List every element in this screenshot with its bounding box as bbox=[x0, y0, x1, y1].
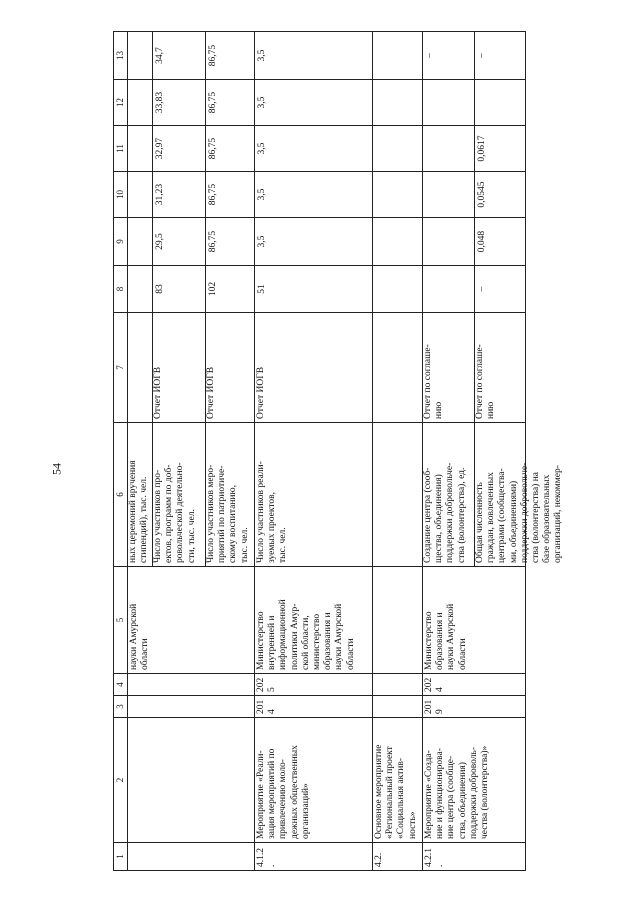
value-cell bbox=[128, 80, 255, 126]
col-header-2: 2 bbox=[114, 718, 128, 843]
cell-line: ской области, bbox=[300, 615, 311, 670]
start-year bbox=[128, 696, 255, 718]
cell-value: 32,97 bbox=[155, 137, 165, 160]
cell-line: зация мероприятий по bbox=[267, 748, 278, 839]
indicator-cell bbox=[423, 423, 564, 567]
sub-cell bbox=[475, 32, 525, 79]
sub-cell bbox=[475, 266, 525, 312]
sub-cell bbox=[206, 266, 254, 312]
cell-value: – bbox=[477, 286, 487, 292]
sub-cell bbox=[153, 423, 206, 566]
sub-cell bbox=[153, 80, 206, 125]
sub-cell bbox=[423, 126, 475, 171]
source-cell bbox=[423, 313, 526, 423]
cell-value: 31,23 bbox=[155, 183, 165, 206]
sub-cell bbox=[475, 313, 525, 422]
cell-line: поддержки добровольче- bbox=[445, 462, 456, 563]
value-cell: 51 bbox=[255, 266, 373, 313]
sub-cell bbox=[206, 32, 254, 79]
start-year bbox=[373, 696, 423, 718]
cell-value: 29,5 bbox=[155, 233, 165, 250]
cell-line: скому воспитанию, bbox=[228, 485, 239, 563]
value-cell bbox=[423, 172, 526, 218]
cell-value: 0,0617 bbox=[477, 135, 487, 162]
sub-cell bbox=[128, 172, 153, 217]
sub-cell bbox=[153, 266, 206, 312]
cell-line: Мероприятие «Созда- bbox=[424, 750, 434, 839]
value-cell bbox=[373, 126, 423, 172]
sub-cell bbox=[153, 126, 206, 171]
sub-cell bbox=[128, 32, 153, 79]
sub-cell bbox=[423, 80, 475, 125]
col-header-6: 6 bbox=[114, 423, 128, 567]
cell-line: сти, тыс. чел. bbox=[186, 509, 197, 563]
cell-line: области bbox=[140, 638, 151, 670]
activity-name bbox=[423, 718, 526, 843]
sub-cell bbox=[153, 172, 206, 217]
cell-line: науки Амурской bbox=[334, 603, 345, 670]
cell-line: ние и функционирова- bbox=[435, 748, 446, 839]
value-cell bbox=[373, 218, 423, 266]
value-cell: 3,5 bbox=[255, 126, 373, 172]
cell-line: поддержки добровольче- bbox=[519, 462, 530, 563]
source-cell bbox=[128, 313, 255, 423]
cell-line: ектов, программ по доб- bbox=[164, 464, 175, 563]
cell-line: науки Амурской bbox=[446, 603, 457, 670]
cell-line: стипендий), тыс. чел. bbox=[139, 476, 150, 563]
cell-line: дежных общественных bbox=[289, 745, 300, 839]
table-row-4-1-2 bbox=[255, 32, 373, 871]
value-cell bbox=[128, 126, 255, 172]
value-cell: 3,5 bbox=[255, 80, 373, 126]
col-header-4: 4 bbox=[114, 674, 128, 696]
value-cell bbox=[423, 266, 526, 313]
cell-line: ства (волонтерства), ед. bbox=[456, 467, 467, 563]
cell-line: ных церемоний вручения bbox=[128, 460, 138, 563]
cell-value: 86,75 bbox=[208, 230, 218, 253]
sub-cell bbox=[206, 126, 254, 171]
value-cell bbox=[128, 172, 255, 218]
value-cell bbox=[423, 80, 526, 126]
row-number bbox=[128, 843, 255, 871]
cell-line: Отчет ИОГВ bbox=[206, 366, 216, 419]
activity-name bbox=[128, 718, 255, 843]
indicator-cell bbox=[373, 423, 423, 567]
cell-line: ровольческой деятельно- bbox=[175, 462, 186, 563]
rotated-table-wrapper bbox=[113, 32, 564, 871]
activity-name bbox=[373, 718, 423, 843]
cell-value: 86,75 bbox=[208, 183, 218, 206]
sub-cell bbox=[423, 313, 475, 422]
end-year bbox=[373, 674, 423, 696]
table-row-4-2-1 bbox=[423, 32, 526, 871]
cell-line: Министерство bbox=[256, 611, 266, 670]
col-header-12: 12 bbox=[114, 80, 128, 126]
value-cell bbox=[128, 32, 255, 80]
sub-cell bbox=[423, 218, 475, 265]
start-year: 2019 bbox=[423, 696, 526, 718]
sub-cell bbox=[128, 313, 153, 422]
responsible-executor bbox=[128, 567, 255, 674]
indicator-cell bbox=[128, 423, 255, 567]
end-year: 2024 bbox=[423, 674, 526, 696]
cell-line: нию bbox=[486, 401, 497, 419]
col-header-11: 11 bbox=[114, 126, 128, 172]
cell-line: «Региональный проект bbox=[385, 746, 396, 839]
sub-cell bbox=[206, 80, 254, 125]
col-header-13: 13 bbox=[114, 32, 128, 80]
end-year bbox=[128, 674, 255, 696]
cell-line: области bbox=[345, 638, 356, 670]
col-header-9: 9 bbox=[114, 218, 128, 266]
value-cell: 3,5 bbox=[255, 218, 373, 266]
value-cell bbox=[128, 218, 255, 266]
cell-line: политики Амур- bbox=[289, 603, 300, 670]
row-number: 4.2.1. bbox=[423, 843, 526, 871]
cell-line: центрами (сообщества- bbox=[497, 468, 508, 563]
responsible-executor bbox=[423, 567, 526, 674]
header-row bbox=[114, 32, 128, 871]
cell-value: 83 bbox=[155, 284, 165, 294]
cell-line: ность» bbox=[407, 811, 418, 839]
sub-cell bbox=[475, 126, 525, 171]
cell-line: базе образовательных bbox=[542, 474, 553, 563]
cell-line: Отчет ИОГВ bbox=[256, 366, 266, 419]
row-number: 4.2. bbox=[373, 843, 423, 871]
sub-cell bbox=[128, 80, 153, 125]
sub-cell bbox=[128, 218, 153, 265]
sub-cell bbox=[423, 266, 475, 312]
indicator-cell bbox=[255, 423, 373, 567]
cell-line: внутренней и bbox=[267, 615, 278, 670]
sub-cell bbox=[206, 218, 254, 265]
cell-line: Мероприятие «Реали- bbox=[256, 750, 266, 839]
page-number: 54 bbox=[49, 463, 64, 475]
sub-cell bbox=[475, 218, 525, 265]
sub-cell bbox=[475, 423, 564, 566]
value-cell bbox=[423, 126, 526, 172]
cell-value: 86,75 bbox=[208, 91, 218, 114]
col-header-1: 1 bbox=[114, 843, 128, 871]
col-header-7: 7 bbox=[114, 313, 128, 423]
cell-value: 0,0545 bbox=[477, 181, 487, 208]
sub-cell bbox=[423, 32, 475, 79]
cell-value: – bbox=[477, 53, 487, 58]
cell-line: Общая численность bbox=[475, 482, 485, 563]
cell-value: 33,83 bbox=[155, 91, 165, 114]
value-cell: 3,5 bbox=[255, 32, 373, 80]
cell-line: тыс. чел. bbox=[278, 527, 289, 563]
sub-cell bbox=[423, 172, 475, 217]
cell-line: области bbox=[457, 638, 468, 670]
source-cell bbox=[373, 313, 423, 423]
cell-value: 86,75 bbox=[208, 137, 218, 160]
cell-line: Отчет по соглаше- bbox=[475, 344, 485, 419]
sub-cell bbox=[128, 266, 153, 312]
cell-value: 34,7 bbox=[155, 47, 165, 64]
table-row-4-2 bbox=[373, 32, 423, 871]
cell-line: Число участников реали- bbox=[256, 461, 266, 563]
cell-line: щества, объединения) bbox=[434, 474, 445, 563]
col-header-10: 10 bbox=[114, 172, 128, 218]
sub-cell bbox=[206, 423, 254, 566]
col-header-5: 5 bbox=[114, 567, 128, 674]
cell-line: чества (волонтерства)» bbox=[480, 745, 491, 839]
end-year: 2025 bbox=[255, 674, 373, 696]
sub-cell bbox=[128, 126, 153, 171]
cell-line: организаций» bbox=[300, 783, 311, 839]
cell-line: зуемых проектов, bbox=[267, 492, 278, 563]
cell-value: 86,75 bbox=[208, 44, 218, 67]
cell-line: поддержки доброволь- bbox=[468, 746, 479, 839]
value-cell bbox=[128, 266, 255, 313]
sub-cell bbox=[153, 32, 206, 79]
value-cell bbox=[373, 32, 423, 80]
sub-cell bbox=[153, 218, 206, 265]
cell-line: науки Амурской bbox=[129, 603, 139, 670]
cell-value: 0,048 bbox=[477, 230, 487, 253]
cell-line: Создание центра (сооб- bbox=[423, 467, 433, 563]
cell-line: нию bbox=[434, 401, 445, 419]
cell-line: приятий по патриотиче- bbox=[217, 465, 228, 563]
cell-line: министерство bbox=[312, 613, 323, 670]
sub-cell bbox=[475, 172, 525, 217]
sub-cell bbox=[128, 423, 153, 566]
cell-line: привлечению моло- bbox=[278, 759, 289, 839]
sub-cell bbox=[475, 80, 525, 125]
cell-line: граждан, вовлеченных bbox=[486, 472, 497, 563]
cell-line: тыс. чел. bbox=[239, 527, 250, 563]
col-header-8: 8 bbox=[114, 266, 128, 313]
cell-line: ства (волонтерства) на bbox=[531, 471, 542, 563]
source-cell bbox=[255, 313, 373, 423]
cell-line: информационной bbox=[278, 599, 289, 670]
cell-line: Число участников про- bbox=[153, 469, 163, 563]
sub-cell bbox=[206, 313, 254, 422]
cell-line: ние центра (сообще- bbox=[446, 755, 457, 839]
cell-line: ми, объединениями) bbox=[508, 480, 519, 563]
cell-line: «Социальная актив- bbox=[396, 757, 407, 839]
cell-line: организаций, некоммер- bbox=[553, 465, 564, 563]
activity-name bbox=[255, 718, 373, 843]
value-cell bbox=[423, 218, 526, 266]
cell-line: Отчет ИОГВ bbox=[153, 366, 163, 419]
cell-line: Министерство bbox=[424, 611, 434, 670]
value-cell bbox=[373, 266, 423, 313]
sub-cell bbox=[423, 423, 475, 566]
cell-value: – bbox=[425, 53, 435, 58]
cell-value: 102 bbox=[208, 281, 218, 297]
cell-line: образования и bbox=[323, 612, 334, 670]
value-cell bbox=[373, 172, 423, 218]
value-cell bbox=[423, 32, 526, 80]
value-cell: 3,5 bbox=[255, 172, 373, 218]
start-year: 2014 bbox=[255, 696, 373, 718]
cell-line: Число участников меро- bbox=[206, 464, 216, 563]
cell-line: ства, объединения) bbox=[457, 762, 468, 839]
col-header-3: 3 bbox=[114, 696, 128, 718]
responsible-executor bbox=[373, 567, 423, 674]
value-cell bbox=[373, 80, 423, 126]
row-number: 4.1.2. bbox=[255, 843, 373, 871]
cell-line: образования и bbox=[435, 612, 446, 670]
responsible-executor bbox=[255, 567, 373, 674]
cell-line: Отчет по соглаше- bbox=[423, 344, 433, 419]
sub-cell bbox=[153, 313, 206, 422]
activities-table bbox=[113, 31, 564, 871]
cell-line: Основное мероприятие bbox=[374, 744, 384, 839]
sub-cell bbox=[206, 172, 254, 217]
table-row-continuation bbox=[128, 32, 255, 871]
